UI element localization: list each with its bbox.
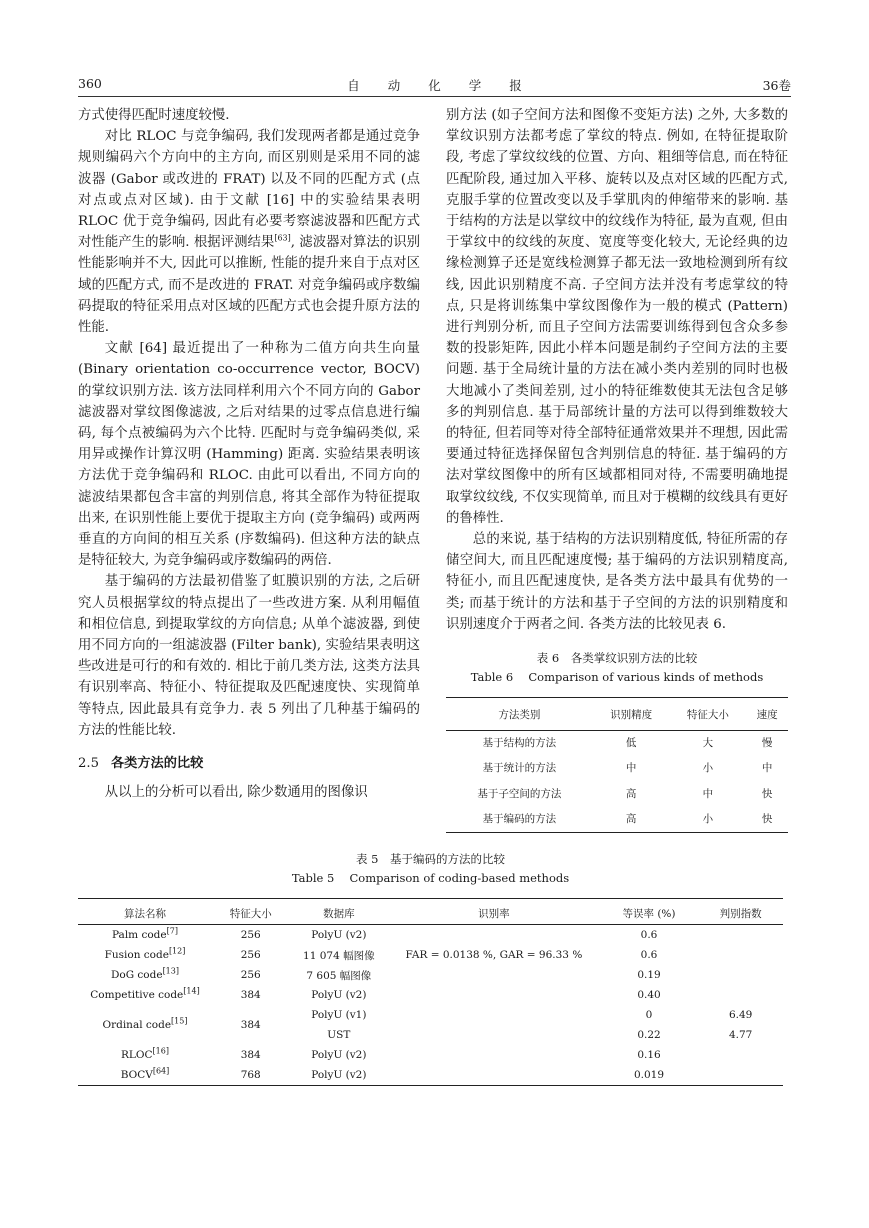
- table-cell: PolyU (v2): [311, 1049, 367, 1061]
- right-column: [446, 105, 788, 833]
- citation: [64]: [152, 1066, 170, 1076]
- table-header-cell: 数据库: [289, 899, 388, 925]
- citation: [13]: [162, 966, 179, 976]
- table-cell: [388, 925, 600, 946]
- table-cell: 高: [625, 812, 637, 825]
- journal-name: 自动化学报: [347, 78, 550, 93]
- table-cell: UST: [327, 1029, 351, 1041]
- paragraph: 从以上的分析可以看出, 除少数通用的图像识: [104, 785, 368, 801]
- method-name: Ordinal code: [102, 1019, 172, 1031]
- method-name: DoG code: [110, 969, 163, 981]
- table-cell: 0.40: [637, 989, 661, 1001]
- table-cell: 0.19: [637, 969, 661, 981]
- table-header-cell: 方法类别: [446, 698, 593, 731]
- citation: [12]: [168, 946, 186, 956]
- method-name: RLOC: [120, 1049, 153, 1061]
- table-cell: [388, 1005, 600, 1045]
- citation: [14]: [183, 986, 200, 996]
- table-cell: 慢: [761, 737, 773, 750]
- table-header-cell: 算法名称: [78, 899, 212, 925]
- page-header: [78, 74, 791, 97]
- table-cell: PolyU (v1): [311, 1009, 367, 1021]
- table-cell: 0.16: [637, 1049, 661, 1061]
- paragraph-text: , 滤波器对算法的识别性能影响并不大, 因此可以推断, 性能的提升来自于点对区域的匹配方式, 而不是改进的 FRAT. 对竞争编码或序数编码提取的特征采用点对区域的匹配方式也会提升原方法的性能.: [78, 235, 421, 336]
- table-cell: 384: [240, 1019, 261, 1031]
- table-cell: 256: [240, 949, 261, 961]
- table-row: [78, 945, 783, 965]
- table-row: [446, 782, 788, 807]
- table5-caption-en: Table 5 Comparison of coding-based methods: [291, 871, 570, 885]
- table-cell: PolyU (v2): [311, 989, 367, 1001]
- table-cell: 大: [702, 737, 714, 750]
- table-cell: 384: [240, 1049, 261, 1061]
- table-cell: 11 074 幅图像: [303, 949, 375, 962]
- table-cell: PolyU (v2): [311, 929, 367, 941]
- table6-caption-en: Table 6 Comparison of various kinds of methods: [470, 670, 764, 685]
- table-cell: 768: [240, 1069, 261, 1081]
- table-cell: [698, 965, 783, 985]
- table-cell: [78, 1005, 212, 1045]
- citation: [16]: [152, 1046, 169, 1056]
- paragraph: 文献 [64] 最近提出了一种称为二值方向共生向量 (Binary orientation co-occurrence vector, BOCV) 的掌纹识别方法. 该方法同样利用六个不同方向的 Gabor 滤波器对掌纹图像滤波, 之后对结果的过零点信息进行编码, 每个点被编码为六个比特. 匹配时与竞争编码类似, 采用异或操作计算汉明 (Hamming) 距离. 实验结果表明该方法优于竞争编码和 RLOC. 由此可以看出, 不同方向的滤波结果都包含丰富的判别信息, 将其全部作为特征提取出来, 在识别性能上要优于提取主方向 (竞争编码) 或两两垂直的方向间的相互关系 (序数编码). 但这种方法的缺点是特征较大, 为竞争编码或序数编码的两倍.: [78, 341, 420, 569]
- table-cell: 快: [761, 787, 773, 800]
- table-cell: 7 605 幅图像: [306, 969, 372, 982]
- table-cell: [388, 985, 600, 1005]
- paragraph: 方式使得匹配时速度较慢.: [78, 108, 230, 123]
- table6-caption-cn: 表 6 各类掌纹识别方法的比较: [536, 651, 698, 666]
- table-cell: 0.6: [640, 929, 658, 941]
- paragraph-text: 对比 RLOC 与竞争编码, 我们发现两者都是通过竞争规则编码六个方向中的主方向, 而区别则是采用不同的滤波器 (Gabor 或改进的 FRAT) 以及不同的匹配方式 (点对点或点对区域). 由于文献 [16] 中的实验结果表明 RLOC 优于竞争编码, 因此有必要考察滤波器和匹配方式对性能产生的影响. 根据评测结果: [78, 129, 420, 251]
- citation: [15]: [171, 1016, 188, 1026]
- table-cell: 中: [761, 762, 773, 775]
- table-cell: [388, 965, 600, 985]
- table-header-cell: 特征大小: [212, 899, 290, 925]
- table-cell: 高: [625, 787, 637, 800]
- table-cell: 快: [761, 812, 773, 825]
- table6: [446, 697, 788, 833]
- table-cell: [388, 1045, 600, 1065]
- table-cell: 0: [645, 1009, 653, 1021]
- table-header-cell: 特征大小: [670, 698, 747, 731]
- table-cell: [388, 1065, 600, 1086]
- table-cell: 中: [702, 787, 714, 800]
- method-name: Fusion code: [104, 949, 169, 961]
- table-cell: 256: [240, 969, 261, 981]
- table-row: [78, 965, 783, 985]
- volume-number: 36卷: [762, 78, 791, 93]
- table-row: [446, 731, 788, 757]
- table-cell: FAR = 0.0138 %, GAR = 96.33 %: [405, 949, 583, 961]
- table-cell: 基于子空间的方法: [477, 787, 562, 800]
- table-row: [78, 985, 783, 1005]
- table-row: [78, 1045, 783, 1065]
- table-cell: 小: [702, 762, 714, 775]
- table-row: [446, 807, 788, 833]
- table-cell: 基于结构的方法: [482, 737, 557, 750]
- table-cell: 基于编码的方法: [482, 812, 557, 825]
- citation: [7]: [166, 926, 178, 936]
- table-cell: 中: [625, 762, 637, 775]
- section-title: 各类方法的比较: [110, 756, 204, 772]
- table-cell: [78, 945, 212, 965]
- table-cell: [78, 985, 212, 1005]
- table5-block: [78, 850, 783, 1086]
- table-header-row: [78, 899, 783, 925]
- table-header-cell: 速度: [746, 698, 788, 731]
- table-cell: 6.49: [728, 1009, 753, 1021]
- table-row: [78, 1065, 783, 1086]
- paragraph: [78, 126, 420, 338]
- table-cell: [78, 965, 212, 985]
- page-number: 360: [78, 76, 102, 91]
- table-header-cell: 判别指数: [698, 899, 783, 925]
- method-name: Competitive code: [90, 989, 184, 1001]
- table-cell: [78, 1045, 212, 1065]
- table-cell: [698, 945, 783, 965]
- table-cell: [78, 1065, 212, 1086]
- table-cell: [78, 925, 212, 946]
- table-cell: 256: [240, 929, 261, 941]
- table-cell: 384: [240, 989, 261, 1001]
- table-cell: 0.019: [633, 1069, 665, 1081]
- paragraph: 别方法 (如子空间方法和图像不变矩方法) 之外, 大多数的掌纹识别方法都考虑了掌纹的特点. 例如, 在特征提取阶段, 考虑了掌纹纹线的位置、方向、粗细等信息, 而在特征匹配阶段, 通过加入平移、旋转以及点对区域的匹配方式, 克服手掌的位置改变以及手掌肌肉的伸缩带来的影响. 基于结构的方法是以掌纹中的纹线作为特征, 最为直观, 但由于掌纹中的纹线的灰度、宽度等变化较大, 无论经典的边缘检测算子还是宽线检测算子都无法一致地检测到所有纹线, 因此识别精度不高. 子空间方法并没有考虑掌纹的特点, 只是将训练集中掌纹图像作为一般的模式 (Pattern) 进行判别分析, 而且子空间方法需要训练得到包含众多参数的投影矩阵, 因此小样本问题是制约子空间方法的主要问题. 基于全局统计量的方法在减小类内差别的同时也极大地减小了类间差别, 过小的特征维数使其无法包含足够多的判别信息. 基于局部统计量的方法可以得到维数较大的特征, 但若同等对待全部特征通常效果并不理想, 因此需要通过特征选择保留包含判别信息的特征. 基于编码的方法对掌纹图像中的所有区域都相同对待, 不需要明确地提取掌纹纹线, 不仅实现简单, 而且对于模糊的纹线具有更好的鲁棒性.: [446, 108, 788, 526]
- paragraph: 总的来说, 基于结构的方法识别精度低, 特征所需的存储空间大, 而且匹配速度慢; 基于编码的方法识别精度高, 特征小, 而且匹配速度快, 是各类方法中最具有优势的一类; 而基于统计的方法和基于子空间的方法的识别精度和识别速度介于两者之间. 各类方法的比较见表 6.: [446, 532, 788, 632]
- table-cell: 基于统计的方法: [482, 762, 557, 775]
- section-number: 2.5: [78, 756, 99, 772]
- table-row: [78, 925, 783, 946]
- table-cell: [698, 1045, 783, 1065]
- method-name: Palm code: [111, 929, 167, 941]
- table-header-cell: 等误率 (%): [600, 899, 699, 925]
- table-cell: 0.6: [640, 949, 658, 961]
- table-row: [78, 1005, 783, 1025]
- table-header-cell: 识别率: [388, 899, 600, 925]
- table-cell: [698, 985, 783, 1005]
- paragraph: 基于编码的方法最初借鉴了虹膜识别的方法, 之后研究人员根据掌纹的特点提出了一些改进方案. 从利用幅值和相位信息, 到提取掌纹的方向信息; 从单个滤波器, 到使用不同方向的一组滤波器 (Filter bank), 实验结果表明这些改进是可行的和有效的. 相比于前几类方法, 这类方法具有识别率高、特征小、特征提取及匹配速度快、实现简单等特点, 因此最具有竞争力. 表 5 列出了几种基于编码的方法的性能比较.: [78, 574, 420, 738]
- section-heading: [78, 753, 420, 774]
- table-cell: [698, 925, 783, 946]
- left-column: [78, 105, 420, 804]
- table-header-cell: 识别精度: [593, 698, 670, 731]
- method-name: BOCV: [120, 1069, 153, 1081]
- table-header-row: [446, 698, 788, 731]
- table-cell: 4.77: [728, 1029, 753, 1041]
- table-cell: [698, 1065, 783, 1086]
- table5: [78, 898, 783, 1086]
- citation: [63]: [274, 233, 291, 243]
- table-row: [446, 756, 788, 781]
- table-cell: 0.22: [637, 1029, 661, 1041]
- table-cell: 小: [702, 812, 714, 825]
- table-cell: PolyU (v2): [311, 1069, 367, 1081]
- table-cell: 低: [625, 737, 637, 750]
- table5-caption-cn: 表 5 基于编码的方法的比较: [356, 852, 505, 866]
